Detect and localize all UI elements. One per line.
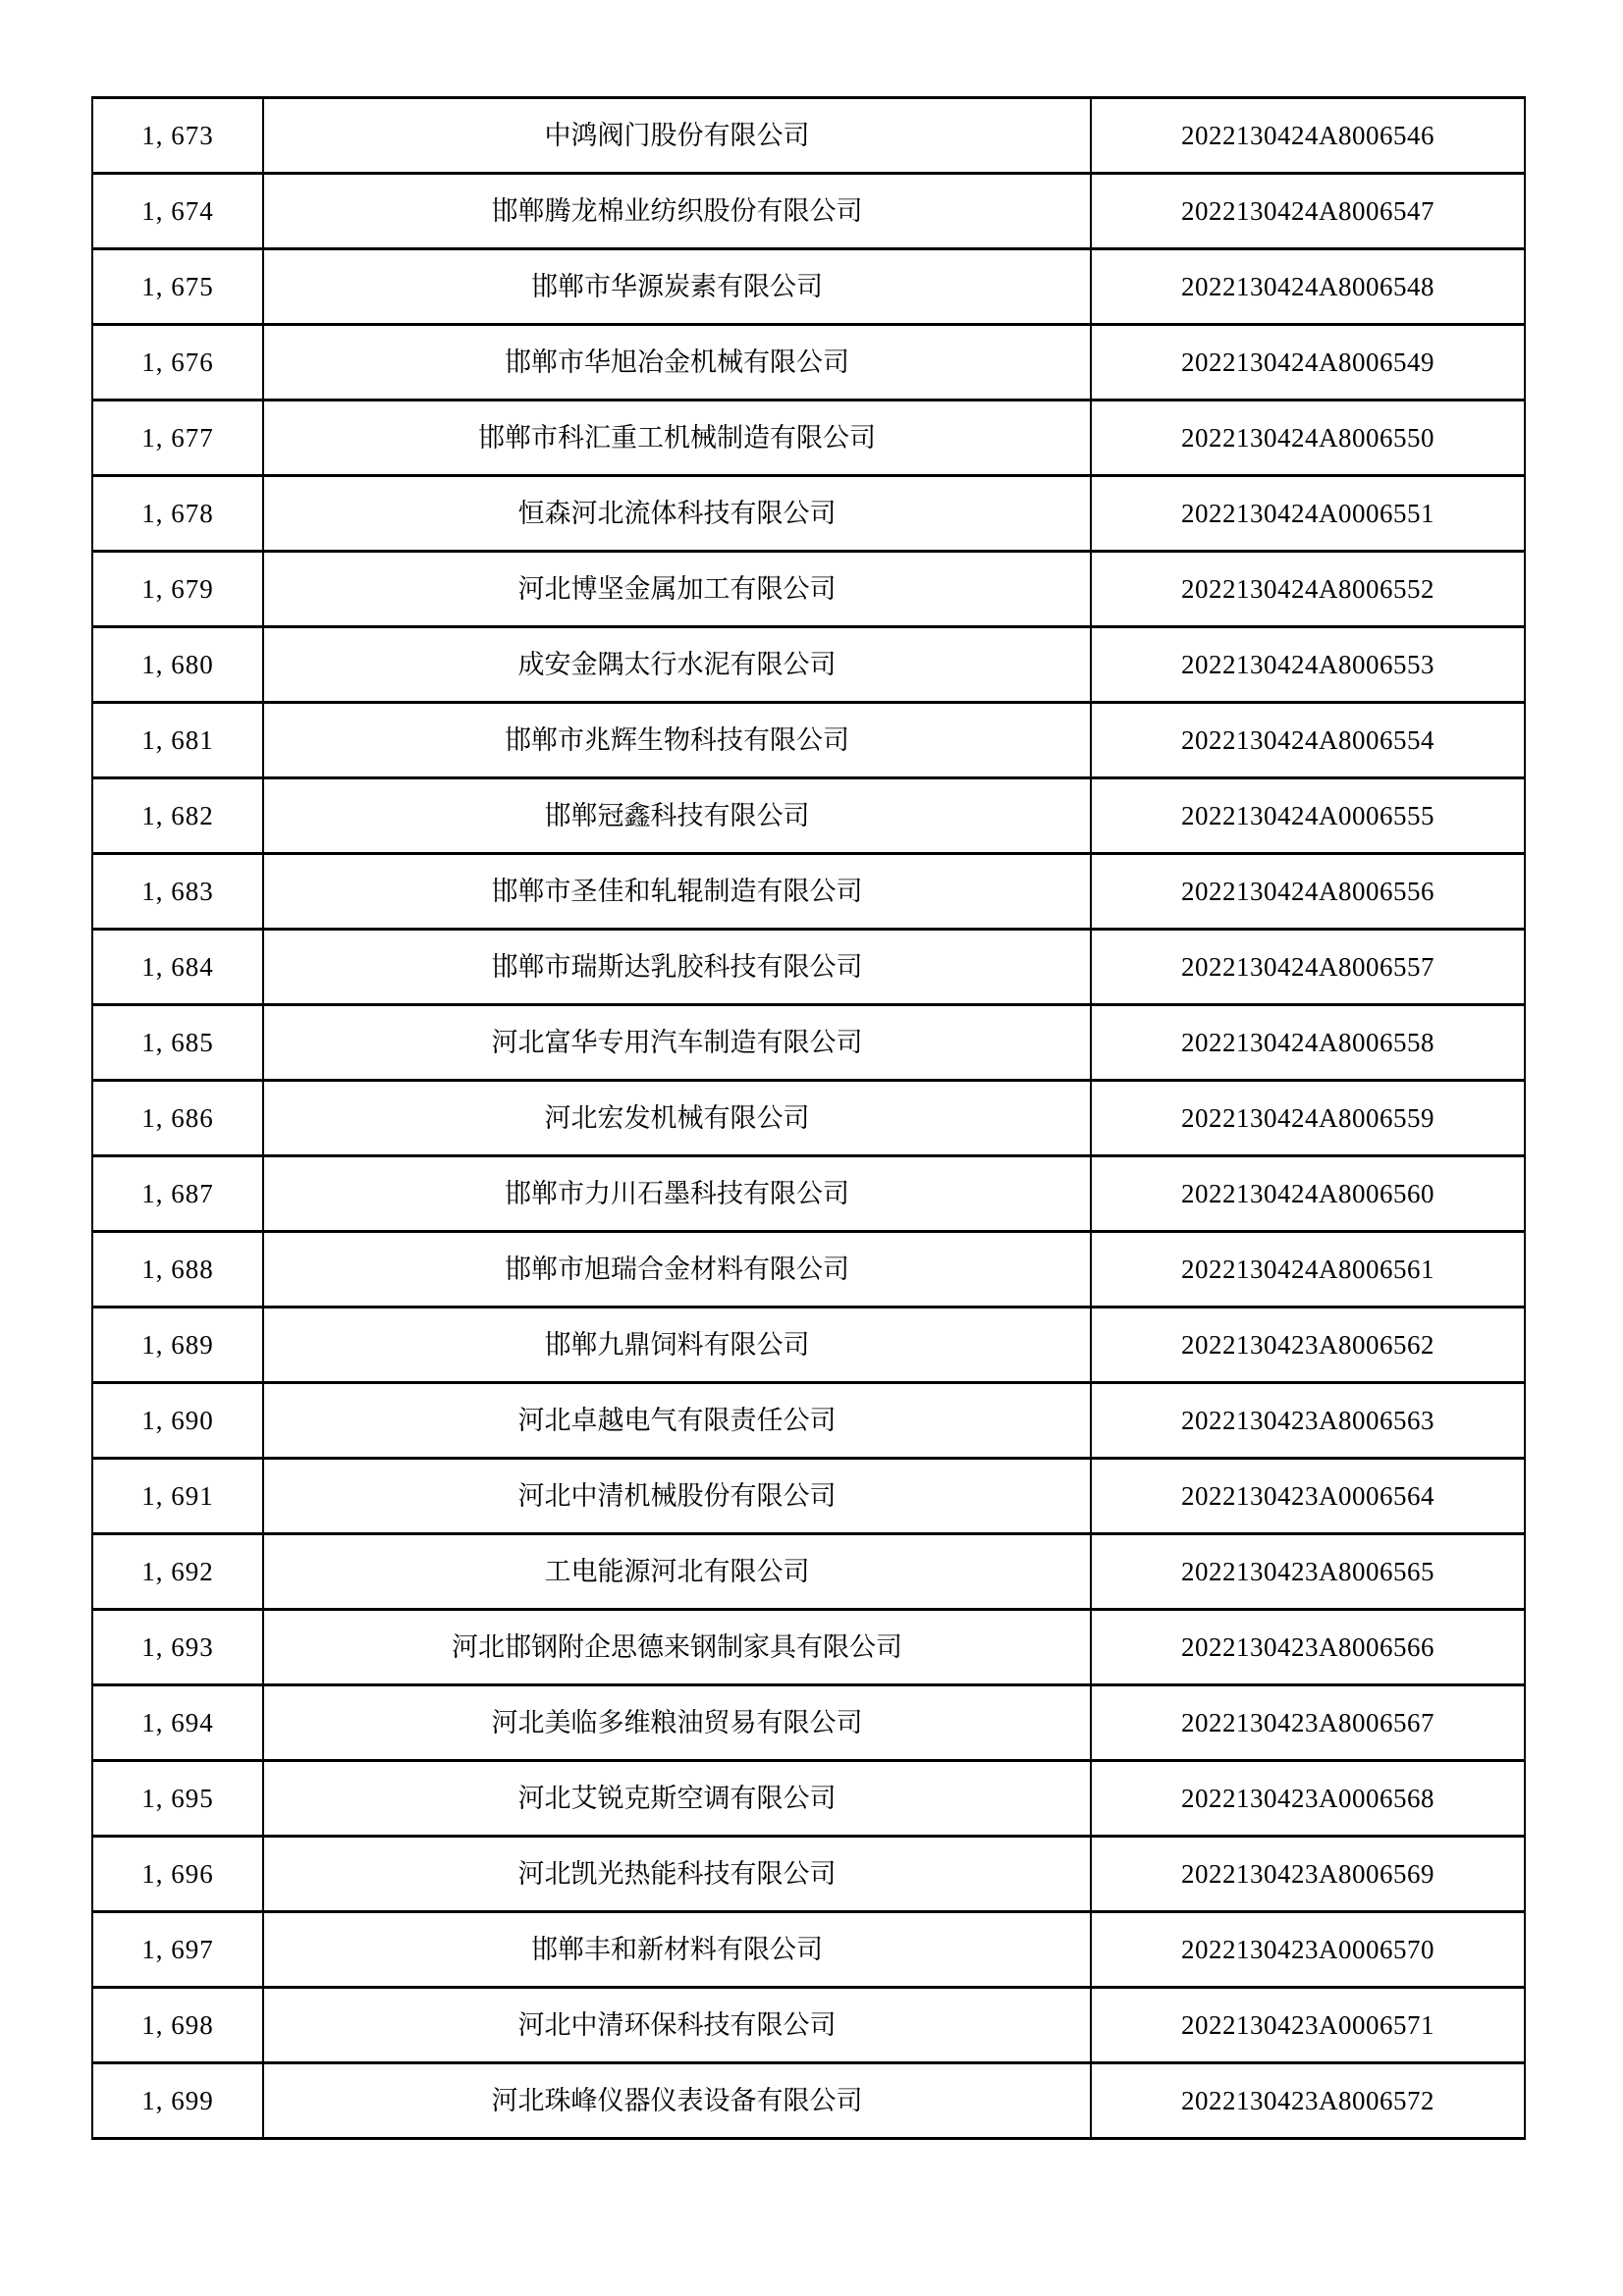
credit-code-cell: 2022130423A0006564 (1091, 1459, 1525, 1534)
table-row (92, 1459, 1525, 1534)
table-row (92, 1156, 1525, 1232)
row-number-cell: 1, 681 (92, 703, 263, 778)
table-row (92, 627, 1525, 703)
credit-code-cell: 2022130424A8006554 (1091, 703, 1525, 778)
company-name-cell: 邯郸市瑞斯达乳胶科技有限公司 (263, 930, 1091, 1005)
table-row (92, 1005, 1525, 1081)
table-row (92, 1610, 1525, 1685)
company-name-cell: 河北卓越电气有限责任公司 (263, 1383, 1091, 1459)
row-number-cell: 1, 674 (92, 174, 263, 249)
table-row (92, 1837, 1525, 1912)
table-row (92, 249, 1525, 325)
table-row (92, 552, 1525, 627)
company-name-cell: 邯郸市兆辉生物科技有限公司 (263, 703, 1091, 778)
company-registration-table (91, 96, 1526, 2140)
company-name-cell: 河北珠峰仪器仪表设备有限公司 (263, 2063, 1091, 2139)
credit-code-cell: 2022130424A0006555 (1091, 778, 1525, 854)
row-number-cell: 1, 684 (92, 930, 263, 1005)
table-row (92, 98, 1525, 174)
row-number-cell: 1, 687 (92, 1156, 263, 1232)
company-name-cell: 邯郸市华旭冶金机械有限公司 (263, 325, 1091, 400)
table-body (92, 98, 1525, 2139)
company-name-cell: 河北凯光热能科技有限公司 (263, 1837, 1091, 1912)
credit-code-cell: 2022130424A8006553 (1091, 627, 1525, 703)
row-number-cell: 1, 694 (92, 1685, 263, 1761)
row-number-cell: 1, 688 (92, 1232, 263, 1308)
company-name-cell: 恒森河北流体科技有限公司 (263, 476, 1091, 552)
company-name-cell: 邯郸九鼎饲料有限公司 (263, 1308, 1091, 1383)
credit-code-cell: 2022130424A8006547 (1091, 174, 1525, 249)
table-row (92, 1912, 1525, 1988)
row-number-cell: 1, 692 (92, 1534, 263, 1610)
table-row (92, 1988, 1525, 2063)
credit-code-cell: 2022130424A8006560 (1091, 1156, 1525, 1232)
row-number-cell: 1, 679 (92, 552, 263, 627)
credit-code-cell: 2022130424A8006559 (1091, 1081, 1525, 1156)
company-name-cell: 邯郸冠鑫科技有限公司 (263, 778, 1091, 854)
credit-code-cell: 2022130423A0006571 (1091, 1988, 1525, 2063)
table-row (92, 1383, 1525, 1459)
row-number-cell: 1, 696 (92, 1837, 263, 1912)
company-name-cell: 邯郸市科汇重工机械制造有限公司 (263, 400, 1091, 476)
row-number-cell: 1, 698 (92, 1988, 263, 2063)
company-name-cell: 河北中清环保科技有限公司 (263, 1988, 1091, 2063)
company-name-cell: 河北富华专用汽车制造有限公司 (263, 1005, 1091, 1081)
row-number-cell: 1, 690 (92, 1383, 263, 1459)
row-number-cell: 1, 697 (92, 1912, 263, 1988)
credit-code-cell: 2022130424A0006551 (1091, 476, 1525, 552)
table-row (92, 476, 1525, 552)
row-number-cell: 1, 682 (92, 778, 263, 854)
credit-code-cell: 2022130423A0006568 (1091, 1761, 1525, 1837)
company-name-cell: 邯郸腾龙棉业纺织股份有限公司 (263, 174, 1091, 249)
row-number-cell: 1, 695 (92, 1761, 263, 1837)
table-row (92, 2063, 1525, 2139)
row-number-cell: 1, 686 (92, 1081, 263, 1156)
table-row (92, 1081, 1525, 1156)
company-name-cell: 河北艾锐克斯空调有限公司 (263, 1761, 1091, 1837)
table-row (92, 930, 1525, 1005)
table-row (92, 703, 1525, 778)
table-row (92, 778, 1525, 854)
credit-code-cell: 2022130423A8006569 (1091, 1837, 1525, 1912)
row-number-cell: 1, 691 (92, 1459, 263, 1534)
company-name-cell: 河北美临多维粮油贸易有限公司 (263, 1685, 1091, 1761)
table-row (92, 1534, 1525, 1610)
company-name-cell: 邯郸市华源炭素有限公司 (263, 249, 1091, 325)
credit-code-cell: 2022130424A8006550 (1091, 400, 1525, 476)
table-row (92, 174, 1525, 249)
row-number-cell: 1, 677 (92, 400, 263, 476)
company-name-cell: 河北博坚金属加工有限公司 (263, 552, 1091, 627)
credit-code-cell: 2022130424A8006549 (1091, 325, 1525, 400)
company-name-cell: 邯郸市圣佳和轧辊制造有限公司 (263, 854, 1091, 930)
credit-code-cell: 2022130423A8006563 (1091, 1383, 1525, 1459)
table-row (92, 1761, 1525, 1837)
table-row (92, 325, 1525, 400)
credit-code-cell: 2022130423A0006570 (1091, 1912, 1525, 1988)
row-number-cell: 1, 683 (92, 854, 263, 930)
company-name-cell: 邯郸丰和新材料有限公司 (263, 1912, 1091, 1988)
company-name-cell: 工电能源河北有限公司 (263, 1534, 1091, 1610)
credit-code-cell: 2022130424A8006561 (1091, 1232, 1525, 1308)
table-row (92, 1308, 1525, 1383)
row-number-cell: 1, 685 (92, 1005, 263, 1081)
row-number-cell: 1, 693 (92, 1610, 263, 1685)
credit-code-cell: 2022130424A8006552 (1091, 552, 1525, 627)
company-name-cell: 中鸿阀门股份有限公司 (263, 98, 1091, 174)
row-number-cell: 1, 676 (92, 325, 263, 400)
company-name-cell: 河北邯钢附企思德来钢制家具有限公司 (263, 1610, 1091, 1685)
table-row (92, 1232, 1525, 1308)
credit-code-cell: 2022130424A8006556 (1091, 854, 1525, 930)
row-number-cell: 1, 699 (92, 2063, 263, 2139)
credit-code-cell: 2022130424A8006557 (1091, 930, 1525, 1005)
credit-code-cell: 2022130423A8006562 (1091, 1308, 1525, 1383)
company-name-cell: 邯郸市旭瑞合金材料有限公司 (263, 1232, 1091, 1308)
company-name-cell: 邯郸市力川石墨科技有限公司 (263, 1156, 1091, 1232)
row-number-cell: 1, 678 (92, 476, 263, 552)
credit-code-cell: 2022130424A8006546 (1091, 98, 1525, 174)
company-name-cell: 成安金隅太行水泥有限公司 (263, 627, 1091, 703)
table-row (92, 400, 1525, 476)
company-name-cell: 河北中清机械股份有限公司 (263, 1459, 1091, 1534)
table-row (92, 854, 1525, 930)
table-row (92, 1685, 1525, 1761)
credit-code-cell: 2022130424A8006548 (1091, 249, 1525, 325)
row-number-cell: 1, 680 (92, 627, 263, 703)
credit-code-cell: 2022130424A8006558 (1091, 1005, 1525, 1081)
company-name-cell: 河北宏发机械有限公司 (263, 1081, 1091, 1156)
credit-code-cell: 2022130423A8006567 (1091, 1685, 1525, 1761)
row-number-cell: 1, 689 (92, 1308, 263, 1383)
credit-code-cell: 2022130423A8006572 (1091, 2063, 1525, 2139)
row-number-cell: 1, 673 (92, 98, 263, 174)
row-number-cell: 1, 675 (92, 249, 263, 325)
credit-code-cell: 2022130423A8006565 (1091, 1534, 1525, 1610)
credit-code-cell: 2022130423A8006566 (1091, 1610, 1525, 1685)
